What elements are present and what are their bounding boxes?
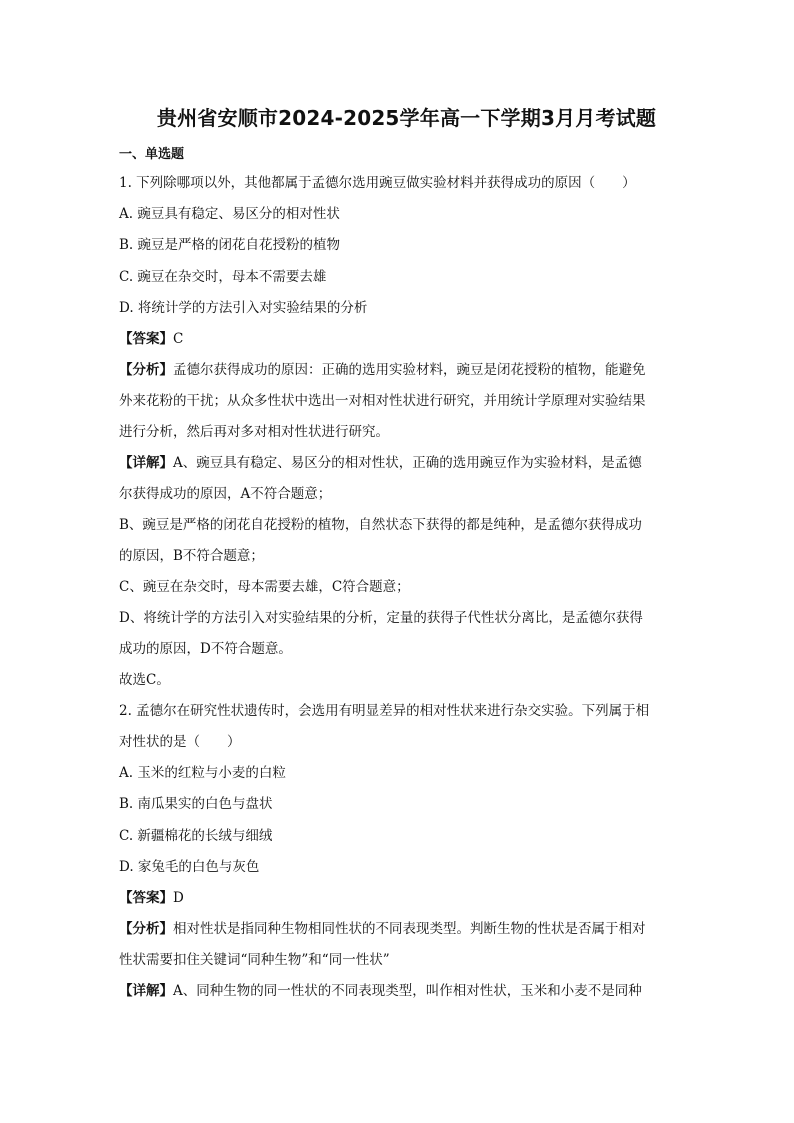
question-1-detail-line: D、将统计学的方法引入对实验结果的分析，定量的获得子代性状分离比，是孟德尔获得 — [119, 610, 643, 627]
detail-text: A、同种生物的同一性状的不同表现类型，叫作相对性状，玉米和小麦不是同种 — [173, 983, 642, 1000]
question-2-stem: 2. 孟德尔在研究性状遗传时，会选用有明显差异的相对性状来进行杂交实验。下列属于相 — [119, 703, 650, 720]
question-1-detail-line: B、豌豆是严格的闭花自花授粉的植物，自然状态下获得的都是纯种，是孟德尔获得成功 — [119, 516, 642, 533]
answer-tag: 【答案】 — [119, 330, 173, 347]
question-2-option-b: B. 南瓜果实的白色与盘状 — [119, 796, 273, 813]
analysis-tag: 【分析】 — [119, 921, 173, 938]
page-title: 贵州省安顺市2024-2025学年高一下学期3月月考试题 — [156, 106, 657, 130]
detail-text: A、豌豆具有稳定、易区分的相对性状，正确的选用豌豆作为实验材料，是孟德 — [173, 454, 642, 471]
question-1-conclusion: 故选C。 — [119, 672, 170, 689]
question-1-analysis-line: 外来花粉的干扰；从众多性状中选出一对相对性状进行研究，并用统计学原理对实验结果 — [119, 392, 646, 409]
analysis-tag: 【分析】 — [119, 362, 173, 379]
answer-tag: 【答案】 — [119, 889, 173, 906]
question-1-option-d: D. 将统计学的方法引入对实验结果的分析 — [119, 299, 368, 316]
question-1-analysis-line: 进行分析，然后再对多对相对性状进行研究。 — [119, 423, 389, 440]
question-1-stem: 1. 下列除哪项以外，其他都属于孟德尔选用豌豆做实验材料并获得成功的原因（ ） — [119, 175, 636, 191]
question-1-detail-line: 成功的原因，D不符合题意。 — [119, 640, 292, 657]
question-2-option-d: D. 家兔毛的白色与灰色 — [119, 858, 260, 875]
question-1-option-c: C. 豌豆在杂交时，母本不需要去雄 — [119, 268, 327, 285]
question-1-analysis-line — [119, 360, 694, 380]
question-2-analysis-line — [119, 919, 694, 939]
question-1-option-b: B. 豌豆是严格的闭花自花授粉的植物 — [119, 237, 341, 254]
analysis-text: 相对性状是指同种生物相同性状的不同表现类型。判断生物的性状是否属于相对 — [173, 921, 646, 938]
question-2-detail-line — [119, 981, 694, 1001]
question-2-option-c: C. 新疆棉花的长绒与细绒 — [119, 827, 273, 844]
question-1-detail-line — [119, 453, 694, 473]
answer-value: D — [173, 889, 184, 906]
question-2-analysis-line: 性状需要扣住关键词“同种生物”和“同一性状” — [119, 951, 390, 968]
answer-value: C — [173, 330, 184, 347]
question-1-detail-line: 的原因，B不符合题意； — [119, 547, 264, 564]
question-1-answer — [119, 329, 694, 349]
question-2-option-a: A. 玉米的红粒与小麦的白粒 — [119, 765, 286, 782]
question-2 — [119, 701, 694, 1001]
question-1-option-a: A. 豌豆具有稳定、易区分的相对性状 — [119, 206, 340, 223]
question-1-detail-line: 尔获得成功的原因，A不符合题意； — [119, 485, 332, 502]
question-1-detail-line: C、豌豆在杂交时，母本需要去雄，C符合题意； — [119, 578, 410, 595]
question-2-stem: 对性状的是（ ） — [119, 734, 241, 751]
analysis-text: 孟德尔获得成功的原因：正确的选用实验材料，豌豆是闭花授粉的植物，能避免 — [173, 362, 646, 379]
question-2-answer — [119, 888, 694, 908]
question-1 — [119, 173, 694, 690]
detail-tag: 【详解】 — [119, 454, 173, 471]
detail-tag: 【详解】 — [119, 983, 173, 1000]
section-heading: 一、单选题 — [119, 147, 185, 162]
